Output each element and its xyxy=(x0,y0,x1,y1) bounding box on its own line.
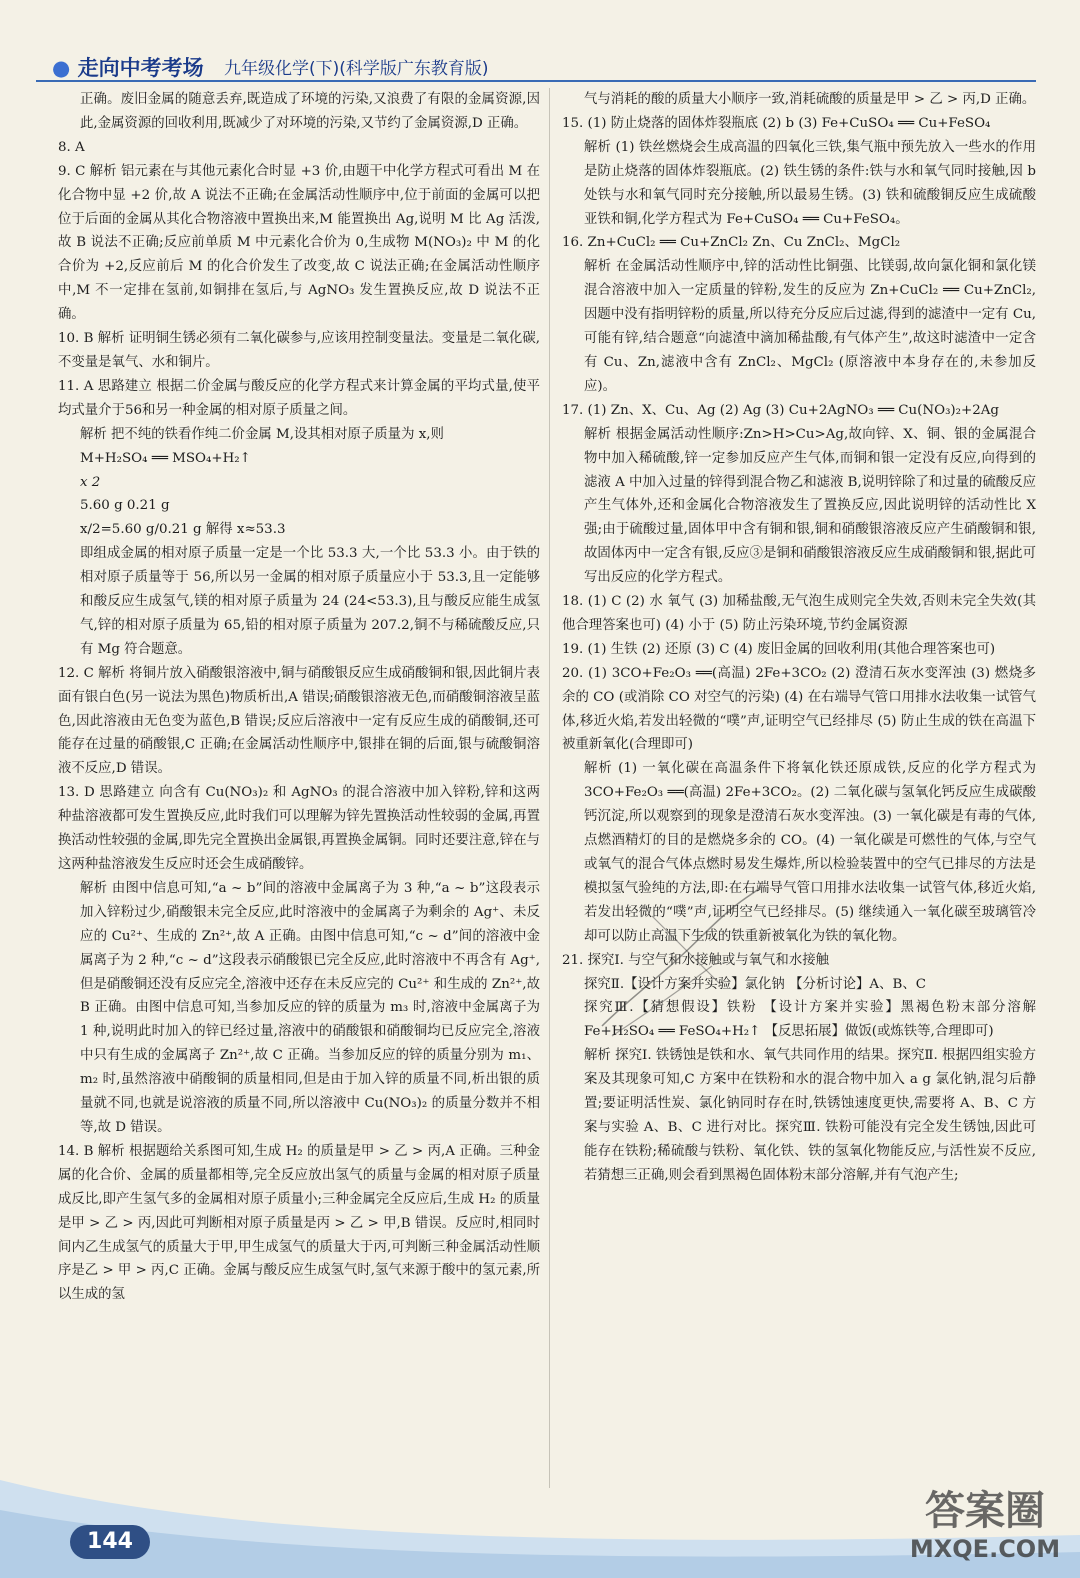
header-divider xyxy=(36,80,1036,82)
book-subtitle: 九年级化学(下)(科学版广东教育版) xyxy=(224,59,489,79)
watermark-url: MXQE.COM xyxy=(909,1535,1061,1563)
left-column xyxy=(58,88,540,1307)
answer-paragraph: 解析 (1) 铁丝燃烧会生成高温的四氧化三铁,集气瓶中预先放入一些水的作用是防止烧落的固体炸裂瓶底。(2) 铁生锈的条件:铁与水和氧气同时接触,因 b 处铁与水和氧气同时充分接触,所以最易生锈。(3) 铁和硫酸铜反应生成硫酸亚铁和铜,化学方程式为 Fe+CuSO₄ ══ Cu+FeSO₄。 xyxy=(584,139,1036,227)
answer-item: 14. B 解析 根据题给关系图可知,生成 H₂ 的质量是甲 > 乙 > 丙,A 正确。三种金属的化合价、金属的质量都相等,完全反应放出氢气的质量与金属的相对原子质量成反比,即产生氢气多的金属相对原子质量小;三种金属完全反应后,生成 H₂ 的质量是甲 > 乙 > 丙,因此可判断相对原子质量是丙 > 乙 > 甲,B 错误。反应时,相同时间内乙生成氢气的质量大于甲,甲生成氢气的质量大于丙,可判断三种金属活动性顺序是乙 > 甲 > 丙,C 正确。金属与酸反应生成氢气时,氢气来源于酸中的氢元素,所以生成的氢 xyxy=(58,1143,540,1303)
answer-item: 15. (1) 防止烧落的固体炸裂瓶底 (2) b (3) Fe+CuSO₄ ══ Cu+FeSO₄ xyxy=(562,115,991,131)
watermark-logo xyxy=(900,1488,1070,1570)
equation-line: x/2=5.60 g/0.21 g 解得 x≈53.3 xyxy=(80,522,286,538)
answer-paragraph: 探究Ⅲ.【猜想假设】铁粉 【设计方案并实验】黑褐色粉末部分溶解 Fe+H₂SO₄ ══ FeSO₄+H₂↑ 【反思拓展】做饭(或炼铁等,合理即可) xyxy=(584,1000,1036,1040)
answer-item: 21. 探究Ⅰ. 与空气和水接触或与氧气和水接触 xyxy=(562,952,829,968)
column-divider xyxy=(549,88,550,1488)
answer-item: 13. D 思路建立 向含有 Cu(NO₃)₂ 和 AgNO₃ 的混合溶液中加入锌粉,锌和这两种盐溶液都可发生置换反应,此时我们可以理解为锌先置换活动性较弱的金属,再置换活动性较强的金属,即先完全置换出金属银,再置换金属铜。同时还要注意,锌在与这两种盐溶液发生反应时还会生成硝酸锌。 xyxy=(58,785,540,872)
book-title-text: 走向中考考场 xyxy=(77,56,204,80)
watermark-text: 答案圈 xyxy=(925,1488,1045,1534)
handwritten-scribble xyxy=(592,876,772,1056)
answer-item: 20. (1) 3CO+Fe₂O₃ ══(高温) 2Fe+3CO₂ (2) 澄清石灰水变浑浊 (3) 燃烧多余的 CO (或消除 CO 对空气的污染) (4) 在右端导气管口用排水法收集一试管气体,移近火焰,若发出轻微的“噗”声,证明空气已经排尽 (5) 防止生成的铁在高温下被重新氧化(合理即可) xyxy=(562,665,1036,753)
answer-item: 17. (1) Zn、X、Cu、Ag (2) Ag (3) Cu+2AgNO₃ ══ Cu(NO₃)₂+2Ag xyxy=(562,402,1000,418)
answer-item: 18. (1) C (2) 水 氧气 (3) 加稀盐酸,无气泡生成则完全失效,否则未完全失效(其他合理答案也可) (4) 小于 (5) 防止污染环境,节约金属资源 xyxy=(562,594,1036,633)
answer-paragraph: 解析 根据金属活动性顺序:Zn>H>Cu>Ag,故向锌、X、铜、银的金属混合物中加入稀硫酸,锌一定参加反应产生气体,而铜和银一定没有反应,向得到的滤液 A 中加入过量的锌得到混合物乙和滤液 B,说明锌除了和过量的硫酸反应产生气体外,还和金属化合物溶液发生了置换反应,因此说明锌的活动性比 X 强;由于硫酸过量,固体甲中含有铜和银,铜和硝酸银溶液反应产生硝酸铜和银,故固体丙中一定含有银,反应③是铜和硝酸银溶液反应生成硝酸铜和银,据此可写出反应的化学方程式。 xyxy=(584,426,1036,586)
answer-paragraph: 解析 把不纯的铁看作纯二价金属 M,设其相对原子质量为 x,则 xyxy=(80,426,444,442)
answer-item: 19. (1) 生铁 (2) 还原 (3) C (4) 废旧金属的回收利用(其他合理答案也可) xyxy=(562,641,996,657)
answer-paragraph: 气与消耗的酸的质量大小顺序一致,消耗硫酸的质量是甲 > 乙 > 丙,D 正确。 xyxy=(584,92,1036,107)
answer-item: 12. C 解析 将铜片放入硝酸银溶液中,铜与硝酸银反应生成硝酸铜和银,因此铜片表面有银白色(另一说法为黑色)物质析出,A 错误;硝酸银溶液无色,而硝酸铜溶液呈蓝色,因此溶液由无色变为蓝色,B 错误;反应后溶液中一定有反应生成的硝酸铜,还可能存在过量的硝酸银,C 正确;在金属活动性顺序中,银排在铜的后面,银与硫酸铜溶液不反应,D 错误。 xyxy=(58,665,540,777)
equation-line: x 2 xyxy=(80,474,101,490)
bullet-icon: ● xyxy=(52,56,71,80)
answer-paragraph: 解析 由图中信息可知,“a ~ b”间的溶液中金属离子为 3 种,“a ~ b”这段表示加入锌粉过少,硝酸银未完全反应,此时溶液中的金属离子为剩余的 Ag⁺、未反应的 Cu²⁺、生成的 Zn²⁺,故 A 正确。由图中信息可知,“c ~ d”间的溶液中金属离子为 2 种,“c ~ d”这段表示硝酸银已完全反应,此时溶液中不再含有 Ag⁺,但是硝酸铜还没有反应完全,溶液中还存在未反应完的 Cu²⁺ 和生成的 Zn²⁺,故 B 正确。由图中信息可知,当参加反应的锌的质量为 m₃ 时,溶液中金属离子为 1 种,说明此时加入的锌已经过量,溶液中的硝酸银和硝酸铜均已反应完全,溶液中只有生成的金属离子 Zn²⁺,故 C 正确。当参加反应的锌的质量分别为 m₁、m₂ 时,虽然溶液中硝酸铜的质量相同,但是由于加入锌的质量不同,析出银的质量就不同,也就是说溶液的质量不同,所以溶液中 Cu(NO₃)₂ 的质量分数并不相等,故 D 错误。 xyxy=(80,880,540,1135)
equation-line: 5.60 g 0.21 g xyxy=(80,498,170,514)
page-header xyxy=(0,0,1080,80)
answer-item: 8. A xyxy=(58,139,85,155)
page-number: 144 xyxy=(70,1525,150,1559)
answer-item: 9. C 解析 铝元素在与其他元素化合时显 +3 价,由题干中化学方程式可看出 M 在化合物中显 +2 价,故 A 说法不正确;在金属活动性顺序中,位于前面的金属可以把位于后面的金属从其化合物溶液中置换出来,M 能置换出 Ag,说明 M 比 Ag 活泼,故 B 说法不正确;反应前单质 M 中元素化合价为 0,生成物 M(NO₃)₂ 中 M 的化合价为 +2,反应前后 M 的化合价发生了改变,故 C 说法正确;在金属活动性顺序中,M 不一定排在氢前,如铜排在氢后,与 AgNO₃ 发生置换反应,故 D 说法不正确。 xyxy=(58,163,540,323)
answer-paragraph: 探究Ⅱ.【设计方案并实验】氯化钠 【分析讨论】A、B、C xyxy=(584,976,926,992)
answer-paragraph: 解析 (1) 一氧化碳在高温条件下将氧化铁还原成铁,反应的化学方程式为 3CO+Fe₂O₃ ══(高温) 2Fe+3CO₂。(2) 二氧化碳与氢氧化钙反应生成碳酸钙沉淀,所以观察到的现象是澄清石灰水变浑浊。(3) 一氧化碳是有毒的气体,点燃酒精灯的目的是燃烧多余的 CO。(4) 一氧化碳是可燃性的气体,与空气或氧气的混合气体点燃时易发生爆炸,所以检验装置中的空气已排尽的方法是模拟氢气验纯的方法,即:在右端导气管口用排水法收集一试管气体,移近火焰,若发出轻微的“噗”声,证明空气已经排尽。(5) 继续通入一氧化碳至玻璃管冷却可以防止高温下生成的铁重新被氧化为铁的氧化物。 xyxy=(584,761,1036,944)
answer-paragraph: 解析 探究Ⅰ. 铁锈蚀是铁和水、氧气共同作用的结果。探究Ⅱ. 根据四组实验方案及其现象可知,C 方案中在铁粉和水的混合物中加入 a g 氯化钠,混匀后静置;要证明活性炭、氯化钠同时存在时,铁锈蚀速度更快,需要将 A、B、C 方案与实验 A、B、C 进行对比。探究Ⅲ. 铁粉可能没有完全发生锈蚀,因此可能存在铁粉;稀硫酸与铁粉、氧化铁、铁的氢氧化物能反应,与活性炭不反应,若猜想三正确,则会看到黑褐色固体粉末部分溶解,并有气泡产生; xyxy=(584,1048,1036,1183)
equation-line: M+H₂SO₄ ══ MSO₄+H₂↑ xyxy=(80,450,251,466)
answer-item: 16. Zn+CuCl₂ ══ Cu+ZnCl₂ Zn、Cu ZnCl₂、MgCl₂ xyxy=(562,235,901,251)
answer-paragraph: 解析 在金属活动性顺序中,锌的活动性比铜强、比镁弱,故向氯化铜和氯化镁混合溶液中加入一定质量的锌粉,发生的反应为 Zn+CuCl₂ ══ Cu+ZnCl₂,因题中没有指明锌粉的质量,所以待充分反应后过滤,得到的滤渣中一定有 Cu,可能有锌,结合题意“向滤渣中滴加稀盐酸,有气体产生”,故这时滤渣中一定含有 Cu、Zn,滤液中含有 ZnCl₂、MgCl₂ (原溶液中本身存在的,未参加反应)。 xyxy=(584,259,1036,394)
answer-item: 10. B 解析 证明铜生锈必须有二氧化碳参与,应该用控制变量法。变量是二氧化碳,不变量是氧气、水和铜片。 xyxy=(58,331,540,370)
answer-item: 11. A 思路建立 根据二价金属与酸反应的化学方程式来计算金属的平均式量,使平均式量介于56和另一种金属的相对原子质量之间。 xyxy=(58,378,540,418)
answer-paragraph: 即组成金属的相对原子质量一定是一个比 53.3 大,一个比 53.3 小。由于铁的相对原子质量等于 56,所以另一金属的相对原子质量应小于 53.3,且一定能够和酸反应生成氢气,镁的相对原子质量为 24 (24<53.3),且与酸反应能生成氢气,锌的相对原子质量为 65,铅的相对原子质量为 207.2,铜不与稀硫酸反应,只有 Mg 符合题意。 xyxy=(80,546,540,657)
answer-paragraph: 正确。废旧金属的随意丢弃,既造成了环境的污染,又浪费了有限的金属资源,因此,金属资源的回收利用,既减少了对环境的污染,又节约了金属资源,D 正确。 xyxy=(80,92,540,131)
book-title xyxy=(52,52,204,82)
